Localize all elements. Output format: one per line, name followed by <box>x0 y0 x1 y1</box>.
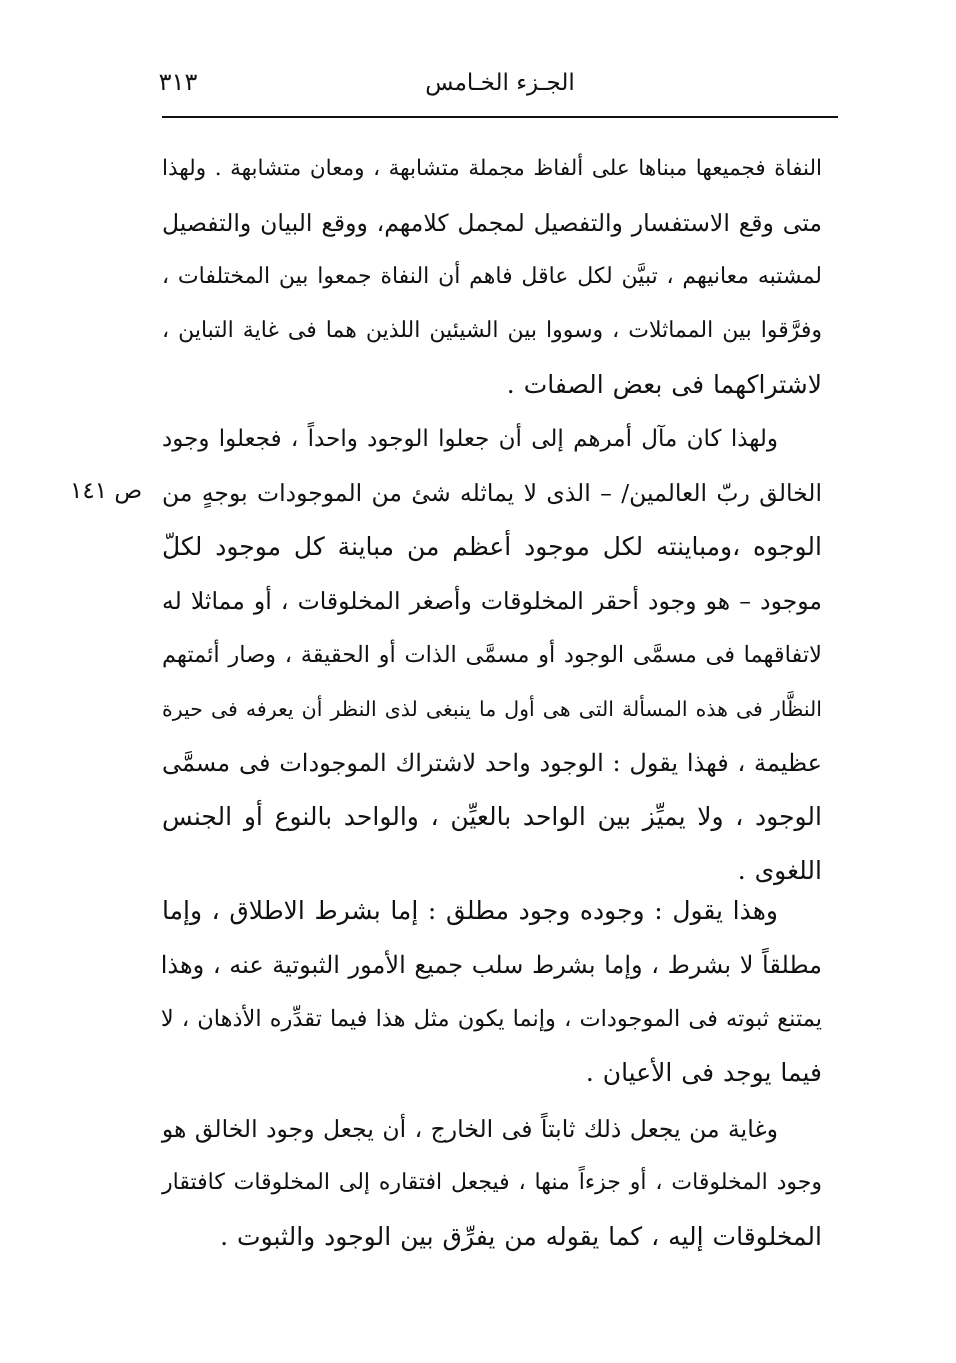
text-line: الوجود ، ولا يميِّز بين الواحد بالعيِّن ، والواحد بالنوع أو الجنس <box>162 802 822 831</box>
paragraph-3 <box>162 884 822 1100</box>
text-line: وغاية من يجعل ذلك ثابتاً فى الخارج ، أن يجعل وجود الخالق هو <box>161 1115 778 1143</box>
running-title: الجـزء الخـامس <box>425 70 575 96</box>
margin-page-reference: ص ١٤١ <box>70 478 143 504</box>
text-line: الخالق ربّ العالمين/ – الذى لا يماثله شئ من الموجودات بوجهٍ من <box>162 479 822 507</box>
text-line: لاتفاقهما فى مسمَّى الوجود أو مسمَّى الذات أو الحقيقة ، وصار أئمتهم <box>162 642 822 668</box>
paragraph-2 <box>162 412 822 898</box>
page-number: ٣١٣ <box>158 68 198 96</box>
text-line: النفاة فجميعها مبناها على ألفاظ مجملة متشابهة ، ومعان متشابهة . ولهذا <box>162 156 822 181</box>
paragraph-4 <box>162 1102 822 1264</box>
text-line: المخلوقات إليه ، كما يقوله من يفرِّق بين الوجود والثبوت . <box>220 1222 822 1251</box>
text-line: مطلقاً لا بشرط ، وإما بشرط سلب جميع الأمور الثبوتية عنه ، وهذا <box>160 951 822 979</box>
text-line: لاشتراكهما فى بعض الصفات . <box>506 370 822 399</box>
text-line: الوجوه ،ومباينته لكل موجود أعظم من مباينة كل موجود لكلّ <box>162 532 822 561</box>
page-header <box>158 66 838 114</box>
text-line: موجود – هو وجود أحقر المخلوقات وأصغر المخلوقات ، أو مماثلا له <box>162 587 822 615</box>
text-line: النظَّار فى هذه المسألة التى هى أول ما ينبغى لذى النظر أن يعرفه فى حيرة <box>162 697 822 721</box>
text-line: عظيمة ، فهذا يقول : الوجود واحد لاشتراك الموجودات فى مسمَّى <box>162 749 822 777</box>
text-line: ولهذا كان مآل أمرهم إلى أن جعلوا الوجود واحداً ، فجعلوا وجود <box>162 426 778 452</box>
text-line: وهذا يقول : وجوده وجود مطلق : إما بشرط الاطلاق ، وإما <box>162 896 778 925</box>
text-line: لمشتبه معانيهم ، تبيَّن لكل عاقل فاهم أن النفاة جمعوا بين المختلفات ، <box>162 264 822 289</box>
text-line: متى وقع الاستفسار والتفصيل لمجمل كلامهم، ووقع البيان والتفصيل <box>162 209 822 237</box>
text-line: وفرَّقوا بين المماثلات ، وسووا بين الشيئين اللذين هما فى غاية التباين ، <box>162 318 822 343</box>
text-line: فيما يوجد فى الأعيان . <box>585 1058 822 1087</box>
text-line: وجود المخلوقات ، أو جزءاً منها ، فيجعل افتقاره إلى المخلوقات كافتقار <box>162 1170 822 1195</box>
paragraph-1 <box>162 142 822 412</box>
text-line: اللغوى . <box>737 856 822 885</box>
header-rule <box>162 116 838 118</box>
text-line: يمتنع ثبوته فى الموجودات ، وإنما يكون مثل هذا فيما تقدِّره الأذهان ، لا <box>160 1006 822 1032</box>
